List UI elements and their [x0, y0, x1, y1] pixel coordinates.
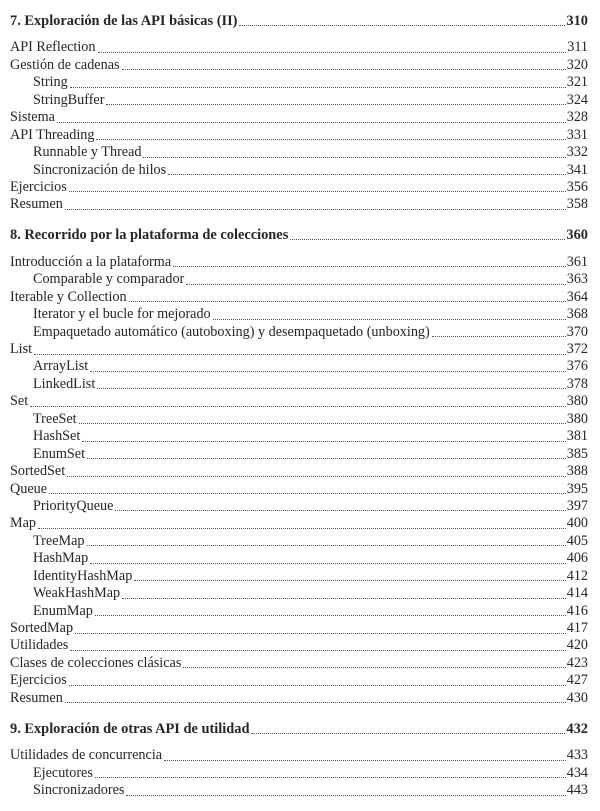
dot-leader [70, 87, 566, 88]
toc-entry-label: Resumen [10, 689, 63, 706]
toc-subentry[interactable] [10, 411, 588, 428]
toc-page-number: 406 [566, 550, 588, 567]
toc-entry-label: Ejecutores [33, 764, 93, 781]
toc-subentry[interactable] [10, 428, 588, 445]
dot-leader [95, 777, 566, 778]
toc-page-number: 381 [566, 428, 588, 445]
toc-entry-label: EnumMap [33, 602, 93, 619]
dot-leader [65, 702, 566, 703]
toc-entry[interactable] [10, 127, 588, 144]
toc-entry[interactable] [10, 341, 588, 358]
toc-page-number: 427 [566, 672, 588, 689]
toc-entry-label: SortedMap [10, 620, 74, 637]
toc-page-number: 370 [566, 323, 588, 340]
toc-subentry[interactable] [10, 359, 588, 376]
toc-entry-label: HashSet [33, 428, 81, 445]
toc-page-number: 331 [566, 126, 588, 143]
dot-leader [90, 371, 566, 372]
toc-entry[interactable] [10, 254, 588, 271]
dot-leader [97, 388, 565, 389]
toc-entry-label: HashMap [33, 550, 89, 567]
toc-subentry[interactable] [10, 376, 588, 393]
toc-page-number: 358 [566, 196, 588, 213]
toc-subentry[interactable] [10, 271, 588, 288]
toc-entry-label: Queue [10, 480, 48, 497]
dot-leader [183, 667, 565, 668]
toc-entry[interactable] [10, 289, 588, 306]
dot-leader [95, 615, 566, 616]
dot-leader [213, 319, 566, 320]
toc-entry-label: 7. Exploración de las API básicas (II) [10, 13, 238, 29]
toc-entry-label: Set [10, 393, 29, 410]
toc-page-number: 328 [566, 109, 588, 126]
dot-leader [290, 239, 565, 240]
toc-subentry[interactable] [10, 92, 588, 109]
toc-entry-label: Iterator y el bucle for mejorado [33, 306, 211, 323]
toc-page-number: 310 [566, 13, 588, 29]
toc-entry-label: LinkedList [33, 375, 96, 392]
toc-entry-label: EnumSet [33, 445, 86, 462]
toc-entry[interactable] [10, 672, 588, 689]
toc-entry[interactable] [10, 690, 588, 707]
toc-entry-label: API Threading [10, 126, 95, 143]
toc-entry-label: Iterable y Collection [10, 288, 127, 305]
dot-leader [90, 563, 566, 564]
toc-subentry[interactable] [10, 162, 588, 179]
toc-page-number: 416 [566, 602, 588, 619]
toc-subentry[interactable] [10, 585, 588, 602]
toc-subentry[interactable] [10, 498, 588, 515]
toc-subentry[interactable] [10, 533, 588, 550]
toc-subentry[interactable] [10, 144, 588, 161]
toc-subentry[interactable] [10, 74, 588, 91]
dot-leader [98, 52, 567, 53]
toc-entry-label: TreeSet [33, 410, 77, 427]
dot-leader [122, 598, 566, 599]
toc-entry[interactable] [10, 515, 588, 532]
toc-entry-label: Clases de colecciones clásicas [10, 654, 182, 671]
dot-leader [70, 650, 565, 651]
dot-leader [75, 633, 566, 634]
toc-page-number: 376 [566, 358, 588, 375]
toc-entry-label: StringBuffer [33, 91, 105, 108]
toc-entry-label: Sincronización de hilos [33, 161, 167, 178]
toc-entry[interactable] [10, 655, 588, 672]
toc-page-number: 430 [566, 689, 588, 706]
toc-page-number: 400 [566, 515, 588, 532]
toc-entry[interactable] [10, 179, 588, 196]
dot-leader [38, 528, 566, 529]
chapter-heading[interactable] [10, 226, 588, 244]
toc-entry-label: Introducción a la plataforma [10, 253, 172, 270]
toc-subentry[interactable] [10, 446, 588, 463]
chapter-heading[interactable] [10, 12, 588, 30]
toc-entry-label: String [33, 74, 68, 91]
toc-entry-label: Ejercicios [10, 178, 67, 195]
toc-subentry[interactable] [10, 306, 588, 323]
toc-page-number: 356 [566, 178, 588, 195]
dot-leader [49, 493, 566, 494]
dot-leader [82, 441, 565, 442]
toc-page-number: 372 [566, 341, 588, 358]
dot-leader [106, 104, 565, 105]
toc-page-number: 332 [566, 144, 588, 161]
dot-leader [96, 139, 565, 140]
chapter-heading[interactable] [10, 720, 588, 738]
toc-entry-label: Resumen [10, 196, 63, 213]
dot-leader [87, 545, 566, 546]
toc-page-number: 420 [566, 637, 588, 654]
toc-entry-label: Ejercicios [10, 672, 67, 689]
toc-page-number: 412 [566, 567, 588, 584]
toc-entry-label: ArrayList [33, 358, 89, 375]
toc-entry-label: Runnable y Thread [33, 144, 142, 161]
toc-entry-label: Empaquetado automático (autoboxing) y desempaquetado (unboxing) [33, 323, 430, 340]
toc-page-number: 311 [567, 39, 588, 56]
dot-leader [87, 458, 566, 459]
dot-leader [134, 580, 565, 581]
toc-entry[interactable] [10, 57, 588, 74]
toc-page-number: 378 [566, 375, 588, 392]
toc-page-number: 324 [566, 91, 588, 108]
toc-entry[interactable] [10, 747, 588, 764]
toc-entry[interactable] [10, 196, 588, 213]
toc-entry-label: 8. Recorrido por la plataforma de colecciones [10, 227, 289, 244]
toc-entry[interactable] [10, 638, 588, 655]
toc-entry[interactable] [10, 463, 588, 480]
toc-page-number: 360 [566, 227, 588, 244]
toc-page-number: 364 [566, 288, 588, 305]
dot-leader [164, 760, 566, 761]
toc-entry-label: PriorityQueue [33, 497, 114, 514]
toc-page-number: 433 [566, 747, 588, 764]
toc-page-number: 361 [566, 253, 588, 270]
toc-page-number: 320 [566, 56, 588, 73]
dot-leader [168, 174, 566, 175]
toc-subentry[interactable] [10, 324, 588, 341]
dot-leader [67, 476, 566, 477]
toc-page-number: 341 [566, 161, 588, 178]
toc-page-number: 388 [566, 463, 588, 480]
dot-leader [69, 191, 566, 192]
toc-page-number: 397 [566, 497, 588, 514]
toc-subentry[interactable] [10, 765, 588, 782]
dot-leader [57, 122, 566, 123]
toc-entry-label: Utilidades [10, 637, 69, 654]
toc-entry-label: SortedSet [10, 463, 66, 480]
dot-leader [143, 157, 565, 158]
toc-page-number: 443 [566, 782, 588, 799]
toc-page-number: 385 [566, 445, 588, 462]
toc-page-number: 380 [566, 393, 588, 410]
toc-entry-label: Gestión de cadenas [10, 56, 120, 73]
toc-entry-label: 9. Exploración de otras API de utilidad [10, 720, 250, 737]
toc-page-number: 363 [566, 271, 588, 288]
toc-entry-label: Sincronizadores [33, 782, 125, 799]
toc-page-number: 368 [566, 306, 588, 323]
dot-leader [173, 266, 566, 267]
toc-page-number: 414 [566, 585, 588, 602]
toc-entry[interactable] [10, 40, 588, 57]
toc-subentry[interactable] [10, 550, 588, 567]
toc-entry[interactable] [10, 393, 588, 410]
dot-leader [251, 733, 565, 734]
dot-leader [432, 336, 566, 337]
toc-page-number: 417 [566, 620, 588, 637]
dot-leader [186, 284, 565, 285]
toc-page-number: 405 [566, 532, 588, 549]
toc-entry-label: API Reflection [10, 39, 96, 56]
dot-leader [34, 354, 566, 355]
toc-entry-label: WeakHashMap [33, 585, 121, 602]
dot-leader [129, 301, 566, 302]
dot-leader [115, 510, 565, 511]
toc-entry-label: Comparable y comparador [33, 271, 185, 288]
toc-entry-label: Map [10, 515, 37, 532]
toc-entry-label: TreeMap [33, 532, 85, 549]
toc-entry-label: List [10, 341, 33, 358]
toc-page-number: 423 [566, 654, 588, 671]
toc-page-number: 432 [566, 720, 588, 737]
toc-subentry[interactable] [10, 782, 588, 799]
toc-entry[interactable] [10, 109, 588, 126]
dot-leader [30, 406, 566, 407]
toc-page-number: 434 [566, 764, 588, 781]
toc-page-number: 395 [566, 480, 588, 497]
toc-entry-label: Utilidades de concurrencia [10, 747, 163, 764]
dot-leader [69, 685, 566, 686]
dot-leader [65, 209, 566, 210]
toc-subentry[interactable] [10, 568, 588, 585]
toc-entry-label: IdentityHashMap [33, 567, 133, 584]
dot-leader [122, 69, 566, 70]
toc-subentry[interactable] [10, 603, 588, 620]
toc-entry[interactable] [10, 620, 588, 637]
dot-leader [126, 795, 565, 796]
dot-leader [239, 25, 565, 26]
toc-page-number: 321 [566, 74, 588, 91]
dot-leader [79, 423, 566, 424]
toc-entry[interactable] [10, 481, 588, 498]
toc-entry-label: Sistema [10, 109, 55, 126]
toc-page-number: 380 [566, 410, 588, 427]
